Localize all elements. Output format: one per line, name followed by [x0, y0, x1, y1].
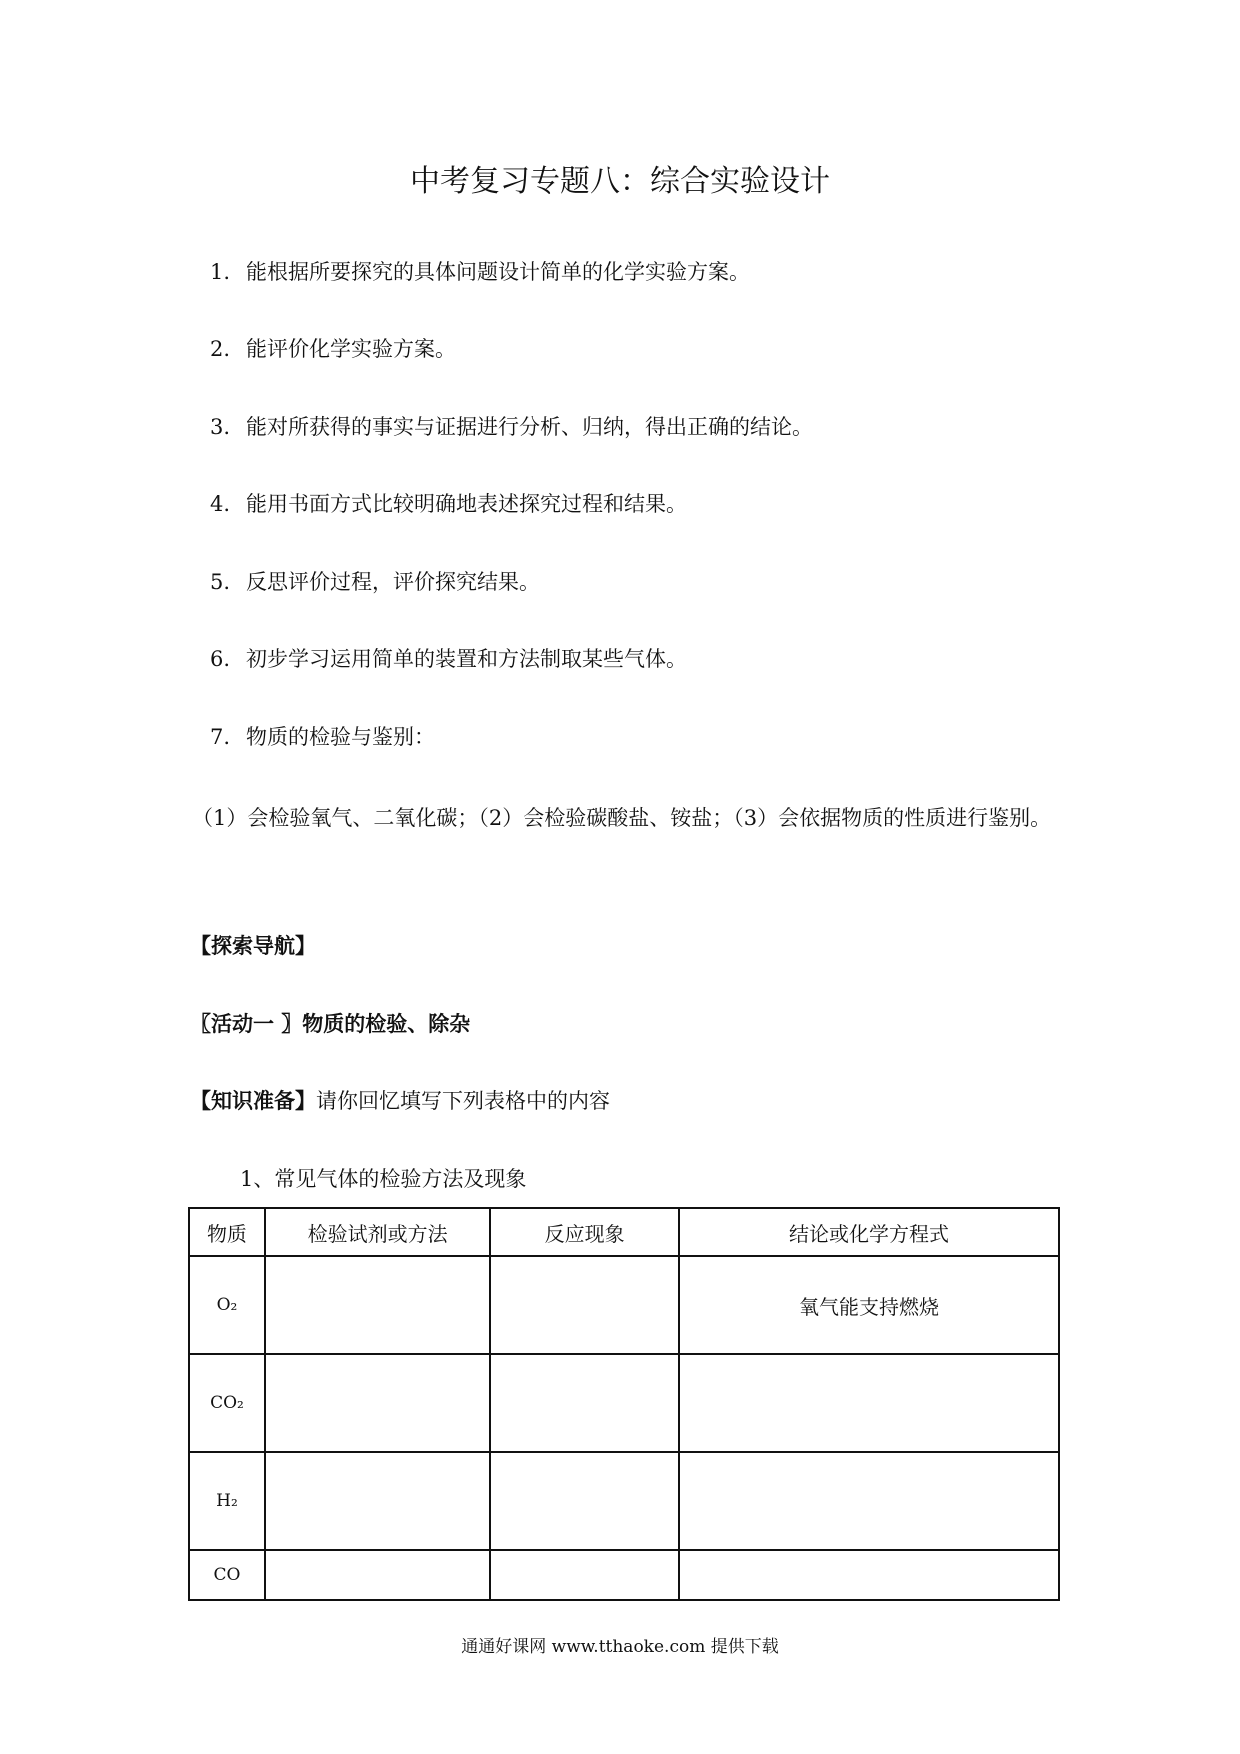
page-title: 中考复习专题八：综合实验设计 — [410, 164, 830, 199]
knowledge-text: 请你回忆填写下列表格中的内容 — [316, 1089, 610, 1113]
objective-text: 初步学习运用简单的装置和方法制取某些气体。 — [246, 647, 687, 671]
substance-cell: H₂ — [189, 1452, 265, 1550]
gas-test-table — [188, 1207, 1060, 1601]
table-row — [189, 1256, 1059, 1354]
objective-number: 7. — [210, 725, 231, 749]
method-cell — [265, 1256, 490, 1354]
column-header-conclusion: 结论或化学方程式 — [679, 1208, 1059, 1256]
column-header-phenomenon: 反应现象 — [490, 1208, 679, 1256]
substance-cell: CO — [189, 1550, 265, 1600]
method-cell — [265, 1550, 490, 1600]
column-header-substance: 物质 — [189, 1208, 265, 1256]
objective-item — [210, 488, 687, 520]
objective-item — [210, 411, 813, 443]
page-footer: 通通好课网 www.tthaoke.com 提供下载 — [461, 1637, 779, 1657]
objective-number: 4. — [210, 492, 231, 516]
substance-cell: CO₂ — [189, 1354, 265, 1452]
conclusion-cell — [679, 1550, 1059, 1600]
table-row — [189, 1550, 1059, 1600]
substance-cell: O₂ — [189, 1256, 265, 1354]
objective-text: 能用书面方式比较明确地表述探究过程和结果。 — [246, 492, 687, 516]
sub-items-paragraph: （1）会检验氧气、二氧化碳；（2）会检验碳酸盐、铵盐；（3）会依据物质的性质进行鉴别。 — [192, 806, 1052, 830]
phenomenon-cell — [490, 1256, 679, 1354]
conclusion-cell: 氧气能支持燃烧 — [679, 1256, 1059, 1354]
objective-text: 反思评价过程，评价探究结果。 — [246, 570, 540, 594]
objective-text: 物质的检验与鉴别： — [246, 725, 435, 749]
conclusion-cell — [679, 1452, 1059, 1550]
objective-item — [210, 643, 687, 675]
objective-item — [210, 256, 750, 288]
phenomenon-cell — [490, 1452, 679, 1550]
method-cell — [265, 1354, 490, 1452]
objective-item — [210, 721, 435, 753]
objective-number: 6. — [210, 647, 231, 671]
objective-item — [210, 566, 540, 598]
knowledge-label: 【知识准备】 — [190, 1088, 316, 1113]
explore-heading: 【探索导航】 — [190, 933, 316, 958]
table-row — [189, 1354, 1059, 1452]
method-cell — [265, 1452, 490, 1550]
activity-heading: 〖活动一 〗物质的检验、除杂 — [190, 1011, 471, 1036]
objective-text: 能评价化学实验方案。 — [246, 337, 456, 361]
table-row — [189, 1452, 1059, 1550]
objective-number: 5. — [210, 570, 231, 594]
objective-text: 能根据所要探究的具体问题设计简单的化学实验方案。 — [246, 260, 750, 284]
table-header-row — [189, 1208, 1059, 1256]
conclusion-cell — [679, 1354, 1059, 1452]
phenomenon-cell — [490, 1354, 679, 1452]
objective-number: 3. — [210, 415, 231, 439]
table-caption: 1、常见气体的检验方法及现象 — [240, 1167, 527, 1191]
column-header-method: 检验试剂或方法 — [265, 1208, 490, 1256]
objective-item — [210, 333, 456, 365]
objective-number: 2. — [210, 337, 231, 361]
objective-text: 能对所获得的事实与证据进行分析、归纳，得出正确的结论。 — [246, 415, 813, 439]
knowledge-line — [190, 1085, 610, 1117]
objective-number: 1. — [210, 260, 231, 284]
phenomenon-cell — [490, 1550, 679, 1600]
